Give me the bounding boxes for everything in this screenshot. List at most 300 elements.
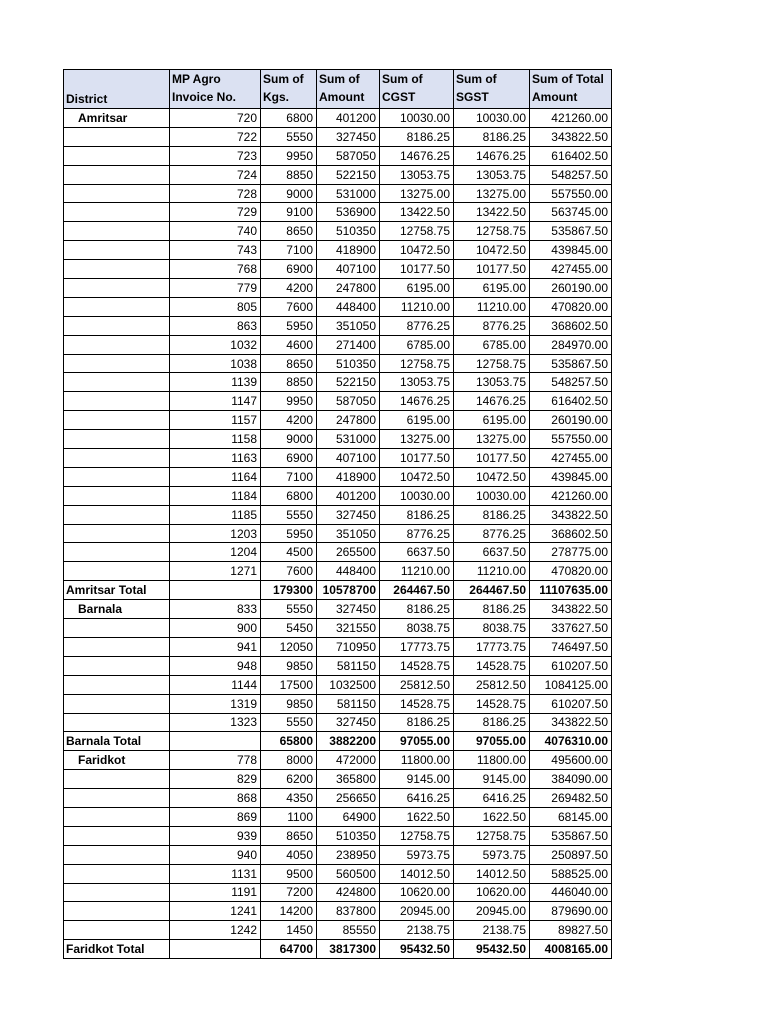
- amount-cell[interactable]: 365800: [317, 770, 380, 789]
- kgs-cell[interactable]: 8650: [261, 222, 317, 241]
- invoice-no-cell[interactable]: 941: [170, 637, 261, 656]
- amount-cell[interactable]: 351050: [317, 316, 380, 335]
- cgst-cell[interactable]: 11210.00: [380, 297, 454, 316]
- kgs-cell[interactable]: 8850: [261, 373, 317, 392]
- total-amount-cell[interactable]: 337627.50: [530, 619, 612, 638]
- sgst-cell[interactable]: 20945.00: [454, 902, 530, 921]
- sgst-cell[interactable]: 10177.50: [454, 260, 530, 279]
- total-amount-cell[interactable]: 557550.00: [530, 430, 612, 449]
- amount-cell[interactable]: 10578700: [317, 581, 380, 600]
- cgst-cell[interactable]: 10177.50: [380, 449, 454, 468]
- district-cell[interactable]: [64, 449, 170, 468]
- total-amount-cell[interactable]: 439845.00: [530, 241, 612, 260]
- cgst-cell[interactable]: 17773.75: [380, 637, 454, 656]
- cgst-cell[interactable]: 8038.75: [380, 619, 454, 638]
- amount-cell[interactable]: 418900: [317, 467, 380, 486]
- header-district[interactable]: District: [64, 70, 170, 109]
- cgst-cell[interactable]: 14528.75: [380, 656, 454, 675]
- amount-cell[interactable]: 531000: [317, 184, 380, 203]
- invoice-no-cell[interactable]: 768: [170, 260, 261, 279]
- amount-cell[interactable]: 472000: [317, 751, 380, 770]
- district-cell[interactable]: [64, 467, 170, 486]
- district-cell[interactable]: [64, 260, 170, 279]
- invoice-no-cell[interactable]: 900: [170, 619, 261, 638]
- header-sum-kgs[interactable]: Sum of Kgs.: [261, 70, 317, 109]
- amount-cell[interactable]: 531000: [317, 430, 380, 449]
- total-amount-cell[interactable]: 1084125.00: [530, 675, 612, 694]
- district-cell[interactable]: [64, 770, 170, 789]
- cgst-cell[interactable]: 8776.25: [380, 316, 454, 335]
- kgs-cell[interactable]: 7200: [261, 883, 317, 902]
- amount-cell[interactable]: 522150: [317, 373, 380, 392]
- header-invoice-no[interactable]: MP Agro Invoice No.: [170, 70, 261, 109]
- district-cell[interactable]: [64, 921, 170, 940]
- kgs-cell[interactable]: 64700: [261, 940, 317, 959]
- invoice-no-cell[interactable]: 1032: [170, 335, 261, 354]
- sgst-cell[interactable]: 5973.75: [454, 845, 530, 864]
- invoice-no-cell[interactable]: [170, 940, 261, 959]
- cgst-cell[interactable]: 13275.00: [380, 430, 454, 449]
- district-cell[interactable]: [64, 373, 170, 392]
- invoice-no-cell[interactable]: 1203: [170, 524, 261, 543]
- kgs-cell[interactable]: 9850: [261, 656, 317, 675]
- cgst-cell[interactable]: 97055.00: [380, 732, 454, 751]
- kgs-cell[interactable]: 17500: [261, 675, 317, 694]
- kgs-cell[interactable]: 9500: [261, 864, 317, 883]
- cgst-cell[interactable]: 10472.50: [380, 241, 454, 260]
- kgs-cell[interactable]: 5950: [261, 316, 317, 335]
- amount-cell[interactable]: 407100: [317, 449, 380, 468]
- amount-cell[interactable]: 522150: [317, 165, 380, 184]
- amount-cell[interactable]: 327450: [317, 505, 380, 524]
- cgst-cell[interactable]: 95432.50: [380, 940, 454, 959]
- total-amount-cell[interactable]: 535867.50: [530, 354, 612, 373]
- total-amount-cell[interactable]: 495600.00: [530, 751, 612, 770]
- amount-cell[interactable]: 510350: [317, 354, 380, 373]
- cgst-cell[interactable]: 20945.00: [380, 902, 454, 921]
- kgs-cell[interactable]: 7100: [261, 467, 317, 486]
- total-amount-cell[interactable]: 470820.00: [530, 297, 612, 316]
- sgst-cell[interactable]: 14676.25: [454, 146, 530, 165]
- total-amount-cell[interactable]: 11107635.00: [530, 581, 612, 600]
- kgs-cell[interactable]: 65800: [261, 732, 317, 751]
- total-amount-cell[interactable]: 427455.00: [530, 449, 612, 468]
- sgst-cell[interactable]: 8776.25: [454, 524, 530, 543]
- sgst-cell[interactable]: 264467.50: [454, 581, 530, 600]
- kgs-cell[interactable]: 9850: [261, 694, 317, 713]
- amount-cell[interactable]: 271400: [317, 335, 380, 354]
- sgst-cell[interactable]: 8186.25: [454, 127, 530, 146]
- kgs-cell[interactable]: 8850: [261, 165, 317, 184]
- sgst-cell[interactable]: 8776.25: [454, 316, 530, 335]
- total-amount-cell[interactable]: 4008165.00: [530, 940, 612, 959]
- district-cell[interactable]: [64, 562, 170, 581]
- total-amount-cell[interactable]: 260190.00: [530, 279, 612, 298]
- total-amount-cell[interactable]: 610207.50: [530, 694, 612, 713]
- sgst-cell[interactable]: 8038.75: [454, 619, 530, 638]
- district-cell[interactable]: Barnala: [64, 600, 170, 619]
- invoice-no-cell[interactable]: 1157: [170, 411, 261, 430]
- total-amount-cell[interactable]: 343822.50: [530, 505, 612, 524]
- amount-cell[interactable]: 448400: [317, 297, 380, 316]
- cgst-cell[interactable]: 13053.75: [380, 165, 454, 184]
- header-sum-amount[interactable]: Sum of Amount: [317, 70, 380, 109]
- invoice-no-cell[interactable]: 1241: [170, 902, 261, 921]
- district-cell[interactable]: [64, 222, 170, 241]
- district-cell[interactable]: [64, 637, 170, 656]
- cgst-cell[interactable]: 11210.00: [380, 562, 454, 581]
- amount-cell[interactable]: 327450: [317, 713, 380, 732]
- cgst-cell[interactable]: 12758.75: [380, 354, 454, 373]
- sgst-cell[interactable]: 11210.00: [454, 297, 530, 316]
- amount-cell[interactable]: 587050: [317, 392, 380, 411]
- district-cell[interactable]: [64, 656, 170, 675]
- district-cell[interactable]: [64, 902, 170, 921]
- district-cell[interactable]: [64, 713, 170, 732]
- sgst-cell[interactable]: 8186.25: [454, 600, 530, 619]
- total-amount-cell[interactable]: 535867.50: [530, 826, 612, 845]
- kgs-cell[interactable]: 12050: [261, 637, 317, 656]
- amount-cell[interactable]: 327450: [317, 600, 380, 619]
- total-amount-cell[interactable]: 384090.00: [530, 770, 612, 789]
- kgs-cell[interactable]: 7600: [261, 562, 317, 581]
- kgs-cell[interactable]: 5450: [261, 619, 317, 638]
- district-cell[interactable]: [64, 411, 170, 430]
- sgst-cell[interactable]: 6416.25: [454, 789, 530, 808]
- total-amount-cell[interactable]: 879690.00: [530, 902, 612, 921]
- sgst-cell[interactable]: 14528.75: [454, 656, 530, 675]
- sgst-cell[interactable]: 2138.75: [454, 921, 530, 940]
- sgst-cell[interactable]: 10620.00: [454, 883, 530, 902]
- amount-cell[interactable]: 256650: [317, 789, 380, 808]
- amount-cell[interactable]: 418900: [317, 241, 380, 260]
- cgst-cell[interactable]: 5973.75: [380, 845, 454, 864]
- invoice-no-cell[interactable]: 948: [170, 656, 261, 675]
- amount-cell[interactable]: 560500: [317, 864, 380, 883]
- total-amount-cell[interactable]: 746497.50: [530, 637, 612, 656]
- kgs-cell[interactable]: 1450: [261, 921, 317, 940]
- district-cell[interactable]: [64, 241, 170, 260]
- invoice-no-cell[interactable]: 1242: [170, 921, 261, 940]
- invoice-no-cell[interactable]: 1185: [170, 505, 261, 524]
- kgs-cell[interactable]: 5950: [261, 524, 317, 543]
- cgst-cell[interactable]: 10030.00: [380, 486, 454, 505]
- amount-cell[interactable]: 710950: [317, 637, 380, 656]
- cgst-cell[interactable]: 10620.00: [380, 883, 454, 902]
- kgs-cell[interactable]: 9000: [261, 430, 317, 449]
- sgst-cell[interactable]: 6195.00: [454, 411, 530, 430]
- cgst-cell[interactable]: 14012.50: [380, 864, 454, 883]
- kgs-cell[interactable]: 9950: [261, 392, 317, 411]
- invoice-no-cell[interactable]: 939: [170, 826, 261, 845]
- district-cell[interactable]: [64, 845, 170, 864]
- invoice-no-cell[interactable]: 778: [170, 751, 261, 770]
- amount-cell[interactable]: 85550: [317, 921, 380, 940]
- invoice-no-cell[interactable]: 1144: [170, 675, 261, 694]
- total-amount-cell[interactable]: 610207.50: [530, 656, 612, 675]
- kgs-cell[interactable]: 6200: [261, 770, 317, 789]
- amount-cell[interactable]: 510350: [317, 222, 380, 241]
- sgst-cell[interactable]: 8186.25: [454, 713, 530, 732]
- amount-cell[interactable]: 536900: [317, 203, 380, 222]
- cgst-cell[interactable]: 8776.25: [380, 524, 454, 543]
- kgs-cell[interactable]: 4200: [261, 279, 317, 298]
- invoice-no-cell[interactable]: 722: [170, 127, 261, 146]
- invoice-no-cell[interactable]: 1184: [170, 486, 261, 505]
- total-amount-cell[interactable]: 368602.50: [530, 316, 612, 335]
- invoice-no-cell[interactable]: 1319: [170, 694, 261, 713]
- invoice-no-cell[interactable]: [170, 732, 261, 751]
- district-cell[interactable]: [64, 297, 170, 316]
- total-amount-cell[interactable]: 439845.00: [530, 467, 612, 486]
- invoice-no-cell[interactable]: 1164: [170, 467, 261, 486]
- district-cell[interactable]: [64, 524, 170, 543]
- cgst-cell[interactable]: 8186.25: [380, 713, 454, 732]
- invoice-no-cell[interactable]: 1131: [170, 864, 261, 883]
- cgst-cell[interactable]: 6416.25: [380, 789, 454, 808]
- total-amount-cell[interactable]: 427455.00: [530, 260, 612, 279]
- sgst-cell[interactable]: 13275.00: [454, 430, 530, 449]
- amount-cell[interactable]: 448400: [317, 562, 380, 581]
- kgs-cell[interactable]: 6900: [261, 449, 317, 468]
- cgst-cell[interactable]: 9145.00: [380, 770, 454, 789]
- total-amount-cell[interactable]: 260190.00: [530, 411, 612, 430]
- total-amount-cell[interactable]: 616402.50: [530, 146, 612, 165]
- kgs-cell[interactable]: 5550: [261, 600, 317, 619]
- cgst-cell[interactable]: 12758.75: [380, 826, 454, 845]
- kgs-cell[interactable]: 9950: [261, 146, 317, 165]
- kgs-cell[interactable]: 14200: [261, 902, 317, 921]
- district-cell[interactable]: [64, 543, 170, 562]
- district-cell[interactable]: [64, 789, 170, 808]
- amount-cell[interactable]: 327450: [317, 127, 380, 146]
- invoice-no-cell[interactable]: [170, 581, 261, 600]
- district-cell[interactable]: [64, 883, 170, 902]
- invoice-no-cell[interactable]: 1139: [170, 373, 261, 392]
- kgs-cell[interactable]: 5550: [261, 127, 317, 146]
- district-cell[interactable]: [64, 335, 170, 354]
- invoice-no-cell[interactable]: 869: [170, 807, 261, 826]
- cgst-cell[interactable]: 8186.25: [380, 127, 454, 146]
- sgst-cell[interactable]: 13053.75: [454, 373, 530, 392]
- cgst-cell[interactable]: 25812.50: [380, 675, 454, 694]
- sgst-cell[interactable]: 14012.50: [454, 864, 530, 883]
- cgst-cell[interactable]: 6785.00: [380, 335, 454, 354]
- cgst-cell[interactable]: 6637.50: [380, 543, 454, 562]
- sgst-cell[interactable]: 97055.00: [454, 732, 530, 751]
- total-amount-cell[interactable]: 421260.00: [530, 486, 612, 505]
- sgst-cell[interactable]: 11210.00: [454, 562, 530, 581]
- sgst-cell[interactable]: 12758.75: [454, 354, 530, 373]
- cgst-cell[interactable]: 13275.00: [380, 184, 454, 203]
- district-cell[interactable]: [64, 146, 170, 165]
- total-amount-cell[interactable]: 343822.50: [530, 600, 612, 619]
- cgst-cell[interactable]: 14676.25: [380, 392, 454, 411]
- sgst-cell[interactable]: 1622.50: [454, 807, 530, 826]
- district-cell[interactable]: [64, 279, 170, 298]
- invoice-no-cell[interactable]: 1038: [170, 354, 261, 373]
- invoice-no-cell[interactable]: 779: [170, 279, 261, 298]
- total-amount-cell[interactable]: 343822.50: [530, 127, 612, 146]
- sgst-cell[interactable]: 6785.00: [454, 335, 530, 354]
- district-cell[interactable]: [64, 864, 170, 883]
- total-amount-cell[interactable]: 278775.00: [530, 543, 612, 562]
- kgs-cell[interactable]: 8000: [261, 751, 317, 770]
- district-cell[interactable]: [64, 694, 170, 713]
- amount-cell[interactable]: 424800: [317, 883, 380, 902]
- invoice-no-cell[interactable]: 723: [170, 146, 261, 165]
- sgst-cell[interactable]: 9145.00: [454, 770, 530, 789]
- cgst-cell[interactable]: 10030.00: [380, 109, 454, 128]
- sgst-cell[interactable]: 14676.25: [454, 392, 530, 411]
- kgs-cell[interactable]: 9100: [261, 203, 317, 222]
- total-amount-cell[interactable]: 368602.50: [530, 524, 612, 543]
- sgst-cell[interactable]: 6637.50: [454, 543, 530, 562]
- kgs-cell[interactable]: 6800: [261, 486, 317, 505]
- kgs-cell[interactable]: 5550: [261, 713, 317, 732]
- district-cell[interactable]: Barnala Total: [64, 732, 170, 751]
- sgst-cell[interactable]: 14528.75: [454, 694, 530, 713]
- amount-cell[interactable]: 581150: [317, 694, 380, 713]
- total-amount-cell[interactable]: 446040.00: [530, 883, 612, 902]
- invoice-no-cell[interactable]: 1323: [170, 713, 261, 732]
- kgs-cell[interactable]: 9000: [261, 184, 317, 203]
- district-cell[interactable]: [64, 486, 170, 505]
- total-amount-cell[interactable]: 548257.50: [530, 373, 612, 392]
- district-cell[interactable]: Amritsar Total: [64, 581, 170, 600]
- amount-cell[interactable]: 510350: [317, 826, 380, 845]
- amount-cell[interactable]: 401200: [317, 486, 380, 505]
- kgs-cell[interactable]: 179300: [261, 581, 317, 600]
- amount-cell[interactable]: 587050: [317, 146, 380, 165]
- sgst-cell[interactable]: 25812.50: [454, 675, 530, 694]
- cgst-cell[interactable]: 13422.50: [380, 203, 454, 222]
- total-amount-cell[interactable]: 89827.50: [530, 921, 612, 940]
- kgs-cell[interactable]: 6800: [261, 109, 317, 128]
- invoice-no-cell[interactable]: 1271: [170, 562, 261, 581]
- sgst-cell[interactable]: 12758.75: [454, 222, 530, 241]
- kgs-cell[interactable]: 4350: [261, 789, 317, 808]
- invoice-no-cell[interactable]: 729: [170, 203, 261, 222]
- district-cell[interactable]: [64, 807, 170, 826]
- sgst-cell[interactable]: 10030.00: [454, 109, 530, 128]
- amount-cell[interactable]: 351050: [317, 524, 380, 543]
- cgst-cell[interactable]: 14676.25: [380, 146, 454, 165]
- cgst-cell[interactable]: 12758.75: [380, 222, 454, 241]
- amount-cell[interactable]: 407100: [317, 260, 380, 279]
- kgs-cell[interactable]: 5550: [261, 505, 317, 524]
- header-sum-cgst[interactable]: Sum of CGST: [380, 70, 454, 109]
- invoice-no-cell[interactable]: 720: [170, 109, 261, 128]
- header-sum-sgst[interactable]: Sum of SGST: [454, 70, 530, 109]
- total-amount-cell[interactable]: 4076310.00: [530, 732, 612, 751]
- kgs-cell[interactable]: 1100: [261, 807, 317, 826]
- invoice-no-cell[interactable]: 829: [170, 770, 261, 789]
- total-amount-cell[interactable]: 535867.50: [530, 222, 612, 241]
- sgst-cell[interactable]: 13422.50: [454, 203, 530, 222]
- invoice-no-cell[interactable]: 863: [170, 316, 261, 335]
- sgst-cell[interactable]: 8186.25: [454, 505, 530, 524]
- total-amount-cell[interactable]: 470820.00: [530, 562, 612, 581]
- total-amount-cell[interactable]: 250897.50: [530, 845, 612, 864]
- district-cell[interactable]: [64, 675, 170, 694]
- district-cell[interactable]: [64, 619, 170, 638]
- kgs-cell[interactable]: 4050: [261, 845, 317, 864]
- invoice-no-cell[interactable]: 1204: [170, 543, 261, 562]
- kgs-cell[interactable]: 4200: [261, 411, 317, 430]
- kgs-cell[interactable]: 8650: [261, 354, 317, 373]
- district-cell[interactable]: [64, 127, 170, 146]
- kgs-cell[interactable]: 8650: [261, 826, 317, 845]
- sgst-cell[interactable]: 10472.50: [454, 241, 530, 260]
- invoice-no-cell[interactable]: 1158: [170, 430, 261, 449]
- sgst-cell[interactable]: 10177.50: [454, 449, 530, 468]
- kgs-cell[interactable]: 4500: [261, 543, 317, 562]
- district-cell[interactable]: [64, 354, 170, 373]
- kgs-cell[interactable]: 6900: [261, 260, 317, 279]
- header-sum-total-amount[interactable]: Sum of Total Amount: [530, 70, 612, 109]
- amount-cell[interactable]: 3882200: [317, 732, 380, 751]
- total-amount-cell[interactable]: 588525.00: [530, 864, 612, 883]
- amount-cell[interactable]: 265500: [317, 543, 380, 562]
- cgst-cell[interactable]: 1622.50: [380, 807, 454, 826]
- cgst-cell[interactable]: 13053.75: [380, 373, 454, 392]
- sgst-cell[interactable]: 95432.50: [454, 940, 530, 959]
- cgst-cell[interactable]: 6195.00: [380, 279, 454, 298]
- cgst-cell[interactable]: 6195.00: [380, 411, 454, 430]
- sgst-cell[interactable]: 10030.00: [454, 486, 530, 505]
- amount-cell[interactable]: 64900: [317, 807, 380, 826]
- total-amount-cell[interactable]: 421260.00: [530, 109, 612, 128]
- amount-cell[interactable]: 837800: [317, 902, 380, 921]
- invoice-no-cell[interactable]: 1147: [170, 392, 261, 411]
- kgs-cell[interactable]: 7100: [261, 241, 317, 260]
- total-amount-cell[interactable]: 563745.00: [530, 203, 612, 222]
- cgst-cell[interactable]: 11800.00: [380, 751, 454, 770]
- sgst-cell[interactable]: 12758.75: [454, 826, 530, 845]
- invoice-no-cell[interactable]: 1163: [170, 449, 261, 468]
- amount-cell[interactable]: 247800: [317, 279, 380, 298]
- total-amount-cell[interactable]: 68145.00: [530, 807, 612, 826]
- invoice-no-cell[interactable]: 868: [170, 789, 261, 808]
- amount-cell[interactable]: 238950: [317, 845, 380, 864]
- cgst-cell[interactable]: 2138.75: [380, 921, 454, 940]
- invoice-no-cell[interactable]: 1191: [170, 883, 261, 902]
- invoice-no-cell[interactable]: 833: [170, 600, 261, 619]
- amount-cell[interactable]: 3817300: [317, 940, 380, 959]
- sgst-cell[interactable]: 6195.00: [454, 279, 530, 298]
- sgst-cell[interactable]: 13275.00: [454, 184, 530, 203]
- amount-cell[interactable]: 247800: [317, 411, 380, 430]
- district-cell[interactable]: Faridkot Total: [64, 940, 170, 959]
- total-amount-cell[interactable]: 548257.50: [530, 165, 612, 184]
- amount-cell[interactable]: 1032500: [317, 675, 380, 694]
- cgst-cell[interactable]: 264467.50: [380, 581, 454, 600]
- total-amount-cell[interactable]: 616402.50: [530, 392, 612, 411]
- district-cell[interactable]: [64, 505, 170, 524]
- cgst-cell[interactable]: 10472.50: [380, 467, 454, 486]
- cgst-cell[interactable]: 8186.25: [380, 600, 454, 619]
- district-cell[interactable]: [64, 184, 170, 203]
- invoice-no-cell[interactable]: 940: [170, 845, 261, 864]
- district-cell[interactable]: [64, 165, 170, 184]
- district-cell[interactable]: [64, 203, 170, 222]
- sgst-cell[interactable]: 11800.00: [454, 751, 530, 770]
- cgst-cell[interactable]: 8186.25: [380, 505, 454, 524]
- invoice-no-cell[interactable]: 728: [170, 184, 261, 203]
- invoice-no-cell[interactable]: 740: [170, 222, 261, 241]
- total-amount-cell[interactable]: 557550.00: [530, 184, 612, 203]
